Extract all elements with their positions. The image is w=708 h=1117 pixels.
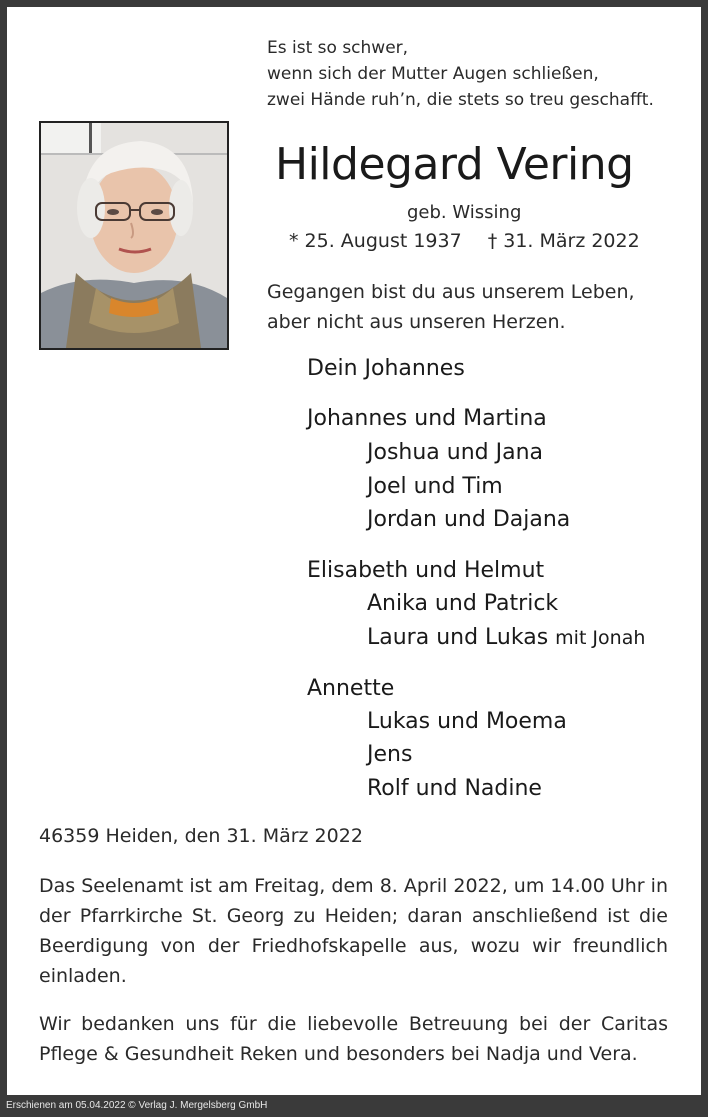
poem (267, 35, 654, 113)
memorial-quote (267, 277, 635, 337)
family-child: Lukas und Moema (367, 709, 567, 734)
quote-line: Gegangen bist du aus unserem Leben, (267, 281, 635, 303)
family-child: Rolf und Nadine (367, 776, 542, 801)
obituary-card (7, 7, 701, 1095)
place-and-date: 46359 Heiden, den 31. März 2022 (39, 825, 363, 847)
publication-footer: Erschienen am 05.04.2022 © Verlag J. Mergelsberg GmbH (6, 1100, 268, 1111)
family-child: Jens (367, 742, 413, 767)
family-child-extra: mit Jonah (555, 627, 646, 649)
deceased-name: Hildegard Vering (275, 139, 634, 190)
family-parents: Elisabeth und Helmut (307, 558, 545, 583)
birth-date: * 25. August 1937 (289, 230, 462, 252)
family-child-line (367, 625, 645, 650)
poem-line: zwei Hände ruh’n, die stets so treu geschafft. (267, 90, 654, 110)
family-spouse: Dein Johannes (307, 356, 465, 381)
family-child: Anika und Patrick (367, 591, 559, 616)
life-dates (289, 230, 640, 252)
death-date: † 31. März 2022 (487, 230, 640, 252)
family-child: Joel und Tim (367, 474, 503, 499)
portrait-photo (39, 121, 229, 350)
portrait-illustration (41, 123, 227, 348)
family-parents: Annette (307, 676, 395, 701)
service-paragraph: Das Seelenamt ist am Freitag, dem 8. April 2022, um 14.00 Uhr in der Pfarrkirche St. Georg zu Heiden; daran anschließend ist die Beerdigung von der Friedhofskapelle aus, wozu wir freundlich einladen. (39, 875, 668, 987)
birth-name: geb. Wissing (407, 202, 522, 223)
quote-line: aber nicht aus unseren Herzen. (267, 311, 566, 333)
family-child: Joshua und Jana (367, 440, 544, 465)
poem-line: Es ist so schwer, (267, 38, 409, 58)
family-child: Jordan und Dajana (367, 507, 571, 532)
family-parents: Johannes und Martina (307, 406, 547, 431)
poem-line: wenn sich der Mutter Augen schließen, (267, 64, 599, 84)
thanks-paragraph: Wir bedanken uns für die liebevolle Betreuung bei der Caritas Pflege & Gesundheit Reken und besonders bei Nadja und Vera. (39, 1013, 668, 1065)
family-child: Laura und Lukas (367, 625, 549, 650)
